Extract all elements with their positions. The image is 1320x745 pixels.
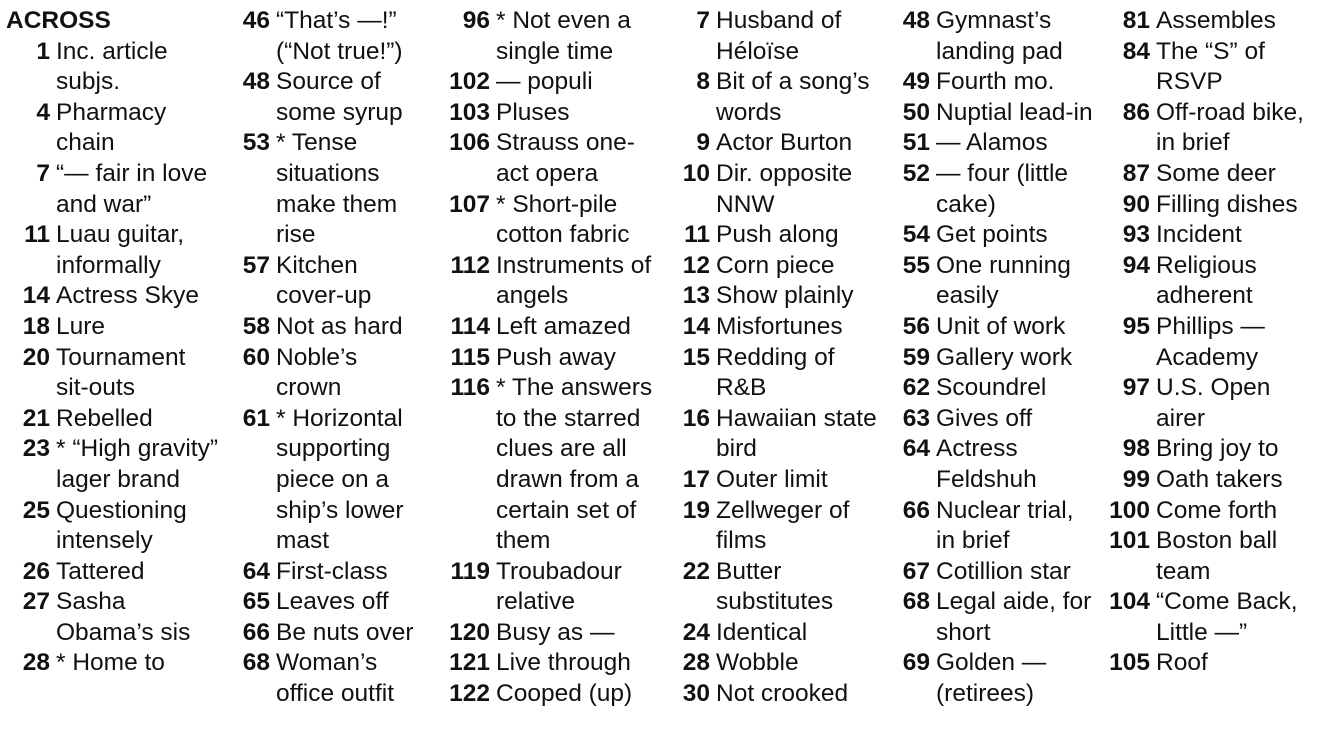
clue-item xyxy=(0,557,221,588)
clue-number: 68 xyxy=(242,649,270,677)
clue-item xyxy=(672,343,882,404)
clue-item xyxy=(672,67,882,128)
clue-text: Zellweger of films xyxy=(716,496,850,555)
clue-number: 66 xyxy=(242,618,270,646)
clue-item xyxy=(892,98,1098,129)
clue-item xyxy=(892,434,1098,495)
clue-item xyxy=(672,6,882,67)
clue-number: 57 xyxy=(242,251,270,279)
clue-text: Show plainly xyxy=(716,282,854,310)
clue-item xyxy=(440,98,658,129)
clue-number: 16 xyxy=(682,404,710,432)
clue-number: 22 xyxy=(682,557,710,585)
clue-text: Luau guitar, informally xyxy=(56,221,185,279)
clue-number: 19 xyxy=(682,496,710,524)
clue-text: Come forth xyxy=(1156,496,1278,524)
clue-number: 96 xyxy=(462,7,490,34)
clue-number: 10 xyxy=(682,159,710,187)
clue-number: 106 xyxy=(449,129,490,157)
clue-text: “— fair in love and war” xyxy=(56,159,208,218)
clue-text: * The answers to the starred clues are all drawn from a certain set of them xyxy=(496,374,653,555)
clue-number: 28 xyxy=(22,649,50,677)
clue-item xyxy=(892,67,1098,98)
clue-item xyxy=(232,557,426,588)
clue-text: — populi xyxy=(496,68,593,96)
clue-text: Not crooked xyxy=(716,680,849,708)
clue-item xyxy=(1100,159,1318,190)
clue-item xyxy=(672,159,882,220)
clue-item xyxy=(0,434,221,495)
clue-item xyxy=(0,98,221,159)
clue-item xyxy=(232,128,426,250)
clue-item xyxy=(892,220,1098,251)
clue-number: 28 xyxy=(682,649,710,677)
clue-item xyxy=(232,587,426,618)
clue-number: 105 xyxy=(1109,649,1150,677)
clue-number: 68 xyxy=(902,588,930,616)
clue-number: 56 xyxy=(902,312,930,340)
clue-number: 115 xyxy=(450,343,490,371)
clue-number: 12 xyxy=(682,251,710,279)
clue-number: 66 xyxy=(902,496,930,524)
clue-item xyxy=(0,343,221,404)
clue-item xyxy=(892,128,1098,159)
clue-item xyxy=(672,679,882,710)
clue-item xyxy=(232,6,426,67)
clue-item xyxy=(672,251,882,282)
clue-item xyxy=(1100,37,1318,98)
clue-item xyxy=(892,343,1098,374)
clue-item xyxy=(440,557,658,618)
across-heading: ACROSS xyxy=(6,7,111,34)
clue-text: Some deer xyxy=(1156,159,1276,187)
clue-number: 116 xyxy=(450,374,490,402)
clue-text: Not as hard xyxy=(276,312,403,340)
clue-text: Religious adherent xyxy=(1156,251,1257,310)
clue-text: Nuclear trial, in brief xyxy=(936,496,1074,555)
clue-item xyxy=(440,190,658,251)
clue-number: 90 xyxy=(1122,190,1150,218)
clue-text: Assembles xyxy=(1156,7,1276,34)
clue-item xyxy=(440,618,658,649)
clue-text: Gives off xyxy=(936,404,1033,432)
clue-text: Pluses xyxy=(496,98,570,126)
clue-item xyxy=(1100,465,1318,496)
clue-text: Leaves off xyxy=(276,588,389,616)
clue-text: Live through xyxy=(496,649,631,677)
clue-item xyxy=(672,312,882,343)
clue-number: 120 xyxy=(449,618,490,646)
clue-text: Rebelled xyxy=(56,404,153,432)
clue-number: 23 xyxy=(22,435,50,463)
clue-text: Incident xyxy=(1156,221,1242,249)
clue-number: 122 xyxy=(449,680,490,708)
clue-text: Push along xyxy=(716,221,839,249)
clue-text: Busy as — xyxy=(496,618,615,646)
clue-number: 20 xyxy=(22,343,50,371)
clue-text: Bring joy to xyxy=(1156,435,1279,463)
clue-item xyxy=(440,251,658,312)
clue-number: 52 xyxy=(902,159,930,187)
clue-text: Outer limit xyxy=(716,465,828,493)
clue-text: Instruments of angels xyxy=(496,251,652,310)
clue-item xyxy=(672,404,882,465)
clue-text: * Short-pile cotton fabric xyxy=(496,190,630,249)
clue-text: * Horizontal supporting piece on a ship’s lower mast xyxy=(276,404,404,555)
clue-text: Cooped (up) xyxy=(496,680,633,708)
clue-number: 94 xyxy=(1122,251,1150,279)
clue-number: 112 xyxy=(450,251,490,279)
clue-number: 64 xyxy=(242,557,270,585)
clue-number: 48 xyxy=(902,7,930,34)
clue-number: 55 xyxy=(902,251,930,279)
clue-number: 69 xyxy=(902,649,930,677)
clue-item xyxy=(1100,6,1318,37)
clue-text: U.S. Open airer xyxy=(1156,374,1271,432)
clue-text: Strauss one-act opera xyxy=(496,129,635,187)
clue-number: 9 xyxy=(696,129,710,157)
clue-text: Questioning intensely xyxy=(56,496,187,555)
clue-text: Tournament sit-outs xyxy=(56,343,186,402)
clue-text: Woman’s office outfit xyxy=(276,649,395,708)
clue-number: 84 xyxy=(1122,37,1150,65)
clue-number: 11 xyxy=(684,221,710,249)
clue-item xyxy=(892,373,1098,404)
clue-number: 21 xyxy=(22,404,50,432)
clue-number: 93 xyxy=(1122,221,1150,249)
clue-text: Noble’s crown xyxy=(276,343,358,402)
clue-item xyxy=(232,648,426,709)
clue-text: One running easily xyxy=(936,251,1071,310)
clue-text: Oath takers xyxy=(1156,465,1283,493)
clue-text: Left amazed xyxy=(496,312,631,340)
clue-number: 53 xyxy=(242,129,270,157)
clue-item xyxy=(232,251,426,312)
clue-text: Off-road bike, in brief xyxy=(1156,98,1304,157)
clue-text: Inc. article subjs. xyxy=(56,37,168,96)
clue-number: 114 xyxy=(450,312,490,340)
clue-text: Roof xyxy=(1156,649,1208,677)
clue-text: Unit of work xyxy=(936,312,1066,340)
clue-item xyxy=(440,128,658,189)
clue-number: 121 xyxy=(449,649,490,677)
clue-item xyxy=(1100,190,1318,221)
clue-item xyxy=(672,128,882,159)
clue-item xyxy=(440,679,658,710)
clue-item xyxy=(0,587,221,648)
clue-number: 24 xyxy=(682,618,710,646)
clue-item xyxy=(0,37,221,98)
clue-text: Tattered xyxy=(56,557,145,585)
clue-item xyxy=(0,312,221,343)
clue-item xyxy=(1100,434,1318,465)
clue-number: 98 xyxy=(1122,435,1150,463)
clue-text: Actress Feldshuh xyxy=(936,435,1037,493)
clue-number: 97 xyxy=(1122,374,1150,402)
clue-item xyxy=(440,648,658,679)
clue-text: Identical xyxy=(716,618,808,646)
clue-number: 101 xyxy=(1109,527,1150,555)
clue-item xyxy=(440,67,658,98)
clue-number: 63 xyxy=(902,404,930,432)
clue-item xyxy=(1100,373,1318,434)
clue-item xyxy=(0,648,221,679)
clue-column-4 xyxy=(672,6,882,710)
clue-number: 62 xyxy=(902,374,930,402)
clue-item xyxy=(0,220,221,281)
clue-item xyxy=(672,281,882,312)
clue-text: Butter substitutes xyxy=(716,557,834,616)
clue-column-6 xyxy=(1100,6,1318,679)
clue-item xyxy=(892,312,1098,343)
clue-text: Sasha Obama’s sis xyxy=(56,588,191,646)
clue-text: Corn piece xyxy=(716,251,835,279)
clue-item xyxy=(672,220,882,251)
clue-item xyxy=(672,618,882,649)
clue-item xyxy=(1100,587,1318,648)
clue-text: Dir. opposite NNW xyxy=(716,159,853,218)
clue-text: Be nuts over xyxy=(276,618,414,646)
clue-number: 26 xyxy=(22,557,50,585)
clue-column-2 xyxy=(232,6,426,710)
clue-number: 8 xyxy=(696,68,710,96)
clue-item xyxy=(672,557,882,618)
clue-number: 64 xyxy=(902,435,930,463)
clue-number: 27 xyxy=(22,588,50,616)
clue-item xyxy=(440,6,658,67)
clue-column-3 xyxy=(440,6,658,710)
clue-number: 58 xyxy=(242,312,270,340)
clue-number: 81 xyxy=(1122,7,1150,34)
clue-item xyxy=(892,557,1098,588)
clue-item xyxy=(440,373,658,557)
clue-text: Push away xyxy=(496,343,616,371)
clue-text: Filling dishes xyxy=(1156,190,1298,218)
clue-number: 50 xyxy=(902,98,930,126)
clue-number: 7 xyxy=(36,159,50,187)
clue-item xyxy=(892,6,1098,67)
clue-item xyxy=(0,496,221,557)
clue-text: Golden — (retirees) xyxy=(936,649,1047,708)
clue-text: Gallery work xyxy=(936,343,1073,371)
clue-item xyxy=(232,343,426,404)
clue-number: 67 xyxy=(902,557,930,585)
clue-item xyxy=(1100,220,1318,251)
clue-text: Wobble xyxy=(716,649,799,677)
clue-item xyxy=(1100,312,1318,373)
clue-item xyxy=(1100,648,1318,679)
clue-text: “Come Back, Little —” xyxy=(1156,588,1298,646)
clue-item xyxy=(440,343,658,374)
clue-item xyxy=(440,312,658,343)
clue-text: Legal aide, for short xyxy=(936,588,1092,646)
clue-number: 103 xyxy=(449,98,490,126)
clue-number: 48 xyxy=(242,68,270,96)
clue-text: — four (little cake) xyxy=(936,159,1069,218)
clue-number: 65 xyxy=(242,588,270,616)
clue-number: 49 xyxy=(902,68,930,96)
clue-number: 61 xyxy=(242,404,270,432)
clue-number: 102 xyxy=(449,68,490,96)
clue-item xyxy=(1100,526,1318,587)
clue-column-1 xyxy=(0,6,221,679)
clue-text: Source of some syrup xyxy=(276,68,403,126)
clue-number: 11 xyxy=(24,221,50,249)
clue-number: 119 xyxy=(450,557,490,585)
clue-number: 59 xyxy=(902,343,930,371)
clue-item xyxy=(672,496,882,557)
clue-item xyxy=(1100,98,1318,159)
clue-text: Gymnast’s landing pad xyxy=(936,7,1063,65)
clue-item xyxy=(892,251,1098,312)
clue-item xyxy=(232,404,426,557)
clue-number: 1 xyxy=(36,37,50,65)
clue-number: 104 xyxy=(1109,588,1150,616)
clue-number: 99 xyxy=(1122,465,1150,493)
clue-number: 18 xyxy=(22,312,50,340)
clue-text: * “High gravity” lager brand xyxy=(56,435,219,493)
clue-item xyxy=(892,648,1098,709)
clue-text: Hawaiian state bird xyxy=(716,404,877,463)
clue-item xyxy=(1100,496,1318,527)
clue-text: Boston ball team xyxy=(1156,527,1278,585)
clue-number: 100 xyxy=(1109,496,1150,524)
clue-text: * Tense situations make them rise xyxy=(276,129,398,249)
clue-number: 86 xyxy=(1122,98,1150,126)
clue-number: 107 xyxy=(449,190,490,218)
clue-number: 54 xyxy=(902,221,930,249)
clue-text: Pharmacy chain xyxy=(56,98,167,157)
clue-text: The “S” of RSVP xyxy=(1156,37,1265,96)
clue-item xyxy=(232,618,426,649)
clue-text: Actress Skye xyxy=(56,282,199,310)
clue-item xyxy=(892,587,1098,648)
clue-item xyxy=(892,496,1098,557)
clue-item xyxy=(0,159,221,220)
clue-column-5 xyxy=(892,6,1098,710)
clue-number: 13 xyxy=(682,282,710,310)
clue-text: Cotillion star xyxy=(936,557,1071,585)
clue-item xyxy=(232,312,426,343)
clue-number: 4 xyxy=(36,98,50,126)
clue-text: Troubadour relative xyxy=(496,557,622,616)
clue-text: Misfortunes xyxy=(716,312,843,340)
clue-text: * Home to xyxy=(56,649,165,677)
clue-item xyxy=(0,404,221,435)
clue-text: First-class xyxy=(276,557,388,585)
clue-text: Nuptial lead-in xyxy=(936,98,1093,126)
clue-text: Fourth mo. xyxy=(936,68,1055,96)
clue-number: 30 xyxy=(682,680,710,708)
clue-number: 51 xyxy=(902,129,930,157)
clue-text: Bit of a song’s words xyxy=(716,68,870,126)
clue-number: 14 xyxy=(22,282,50,310)
clue-text: Get points xyxy=(936,221,1048,249)
clue-item xyxy=(892,404,1098,435)
clue-text: Redding of R&B xyxy=(716,343,835,402)
clue-number: 17 xyxy=(682,465,710,493)
clue-number: 25 xyxy=(22,496,50,524)
clue-number: 14 xyxy=(682,312,710,340)
clue-text: Husband of Héloïse xyxy=(716,7,842,65)
clue-number: 15 xyxy=(682,343,710,371)
clue-text: Lure xyxy=(56,312,106,340)
clue-item xyxy=(0,281,221,312)
clue-number: 87 xyxy=(1122,159,1150,187)
clue-number: 7 xyxy=(696,7,710,34)
clue-text: — Alamos xyxy=(936,129,1048,157)
clue-text: Kitchen cover-up xyxy=(276,251,372,310)
clue-item xyxy=(672,648,882,679)
clue-item xyxy=(892,159,1098,220)
clue-item xyxy=(672,465,882,496)
clue-text: Actor Burton xyxy=(716,129,853,157)
clue-text: Phillips — Academy xyxy=(1156,312,1265,371)
clue-number: 60 xyxy=(242,343,270,371)
clue-text: * Not even a single time xyxy=(496,7,631,65)
clue-item xyxy=(1100,251,1318,312)
clue-number: 95 xyxy=(1122,312,1150,340)
clue-number: 46 xyxy=(242,7,270,34)
clue-item xyxy=(232,67,426,128)
clue-text: Scoundrel xyxy=(936,374,1047,402)
clue-text: “That’s —!” (“Not true!”) xyxy=(276,7,403,65)
